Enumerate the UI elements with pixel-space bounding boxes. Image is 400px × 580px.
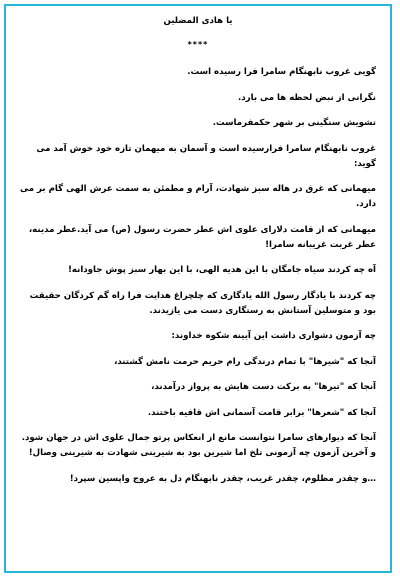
paragraph-3: تشویش سنگینی بر شهر حکمفرماست. [212,118,376,128]
document-body [20,16,376,497]
paragraph-1: گویی غروب نابهنگام سامرا فرا رسیده است. [187,67,376,77]
paragraph-12: آنجا که "شعرها" برابر قامت آسمانی اش قافیه باختند. [147,407,376,418]
paragraph-2: نگرانی از نبض لحظه ها می بارد. [237,92,376,103]
page-frame [4,4,392,573]
paragraph-8: چه کردند با یادگار رسول الله یادگاری که چلچراغ هدایت فرا راه گم کردگان حقیقت بود و متوسلین آستانش به رستگاری دست می یازیدند. [29,290,376,316]
paragraph-5: میهمانی که غرق در هاله سبز شهادت، آرام و مطمئن به سمت عرش الهی گام بر می دارد. [20,184,376,209]
section-separator: **** [187,40,209,49]
paragraph-11: آنجا که "تیرها" به برکت دست هایش به پرواز درآمدند، [151,382,376,392]
paragraph-4: غروب نابهنگام سامرا فرارسیده است و آسمان به میهمان تازه خود خوش آمد می گوید: [36,143,376,169]
document-title: یا هادی المضلین [163,16,233,26]
paragraph-6: میهمانی که از قامت دلارای علوی اش عطر حضرت رسول (ص) می آید.عطر مدینه، عطر غربت غریبانه سامرا! [28,224,376,250]
paragraph-13: آنجا که دیوارهای سامرا نتوانست مانع از انعکاس پرتو جمال علوی اش در جهان شود. و آخرین آزمون چه آزمونی تلخ اما شیرین بود به شیرینی شهادت به شیرینی وصال! [21,433,376,458]
paragraph-9: چه آزمون دشواری داشت این آیینه شکوه خداوند: [171,331,376,341]
paragraph-10: آنجا که "شیرها" با تمام درندگی رام حریم حرمت نامش گشتند، [114,356,376,367]
paragraph-7: آه چه کردند سیاه جامگان با این هدیه الهی، با این بهار سبز پوش جاودانه! [67,265,376,275]
paragraph-14: …و چقدر مظلوم، چقدر غریب، چقدر نابهنگام دل به عروج واپسین سپرد! [69,473,376,484]
